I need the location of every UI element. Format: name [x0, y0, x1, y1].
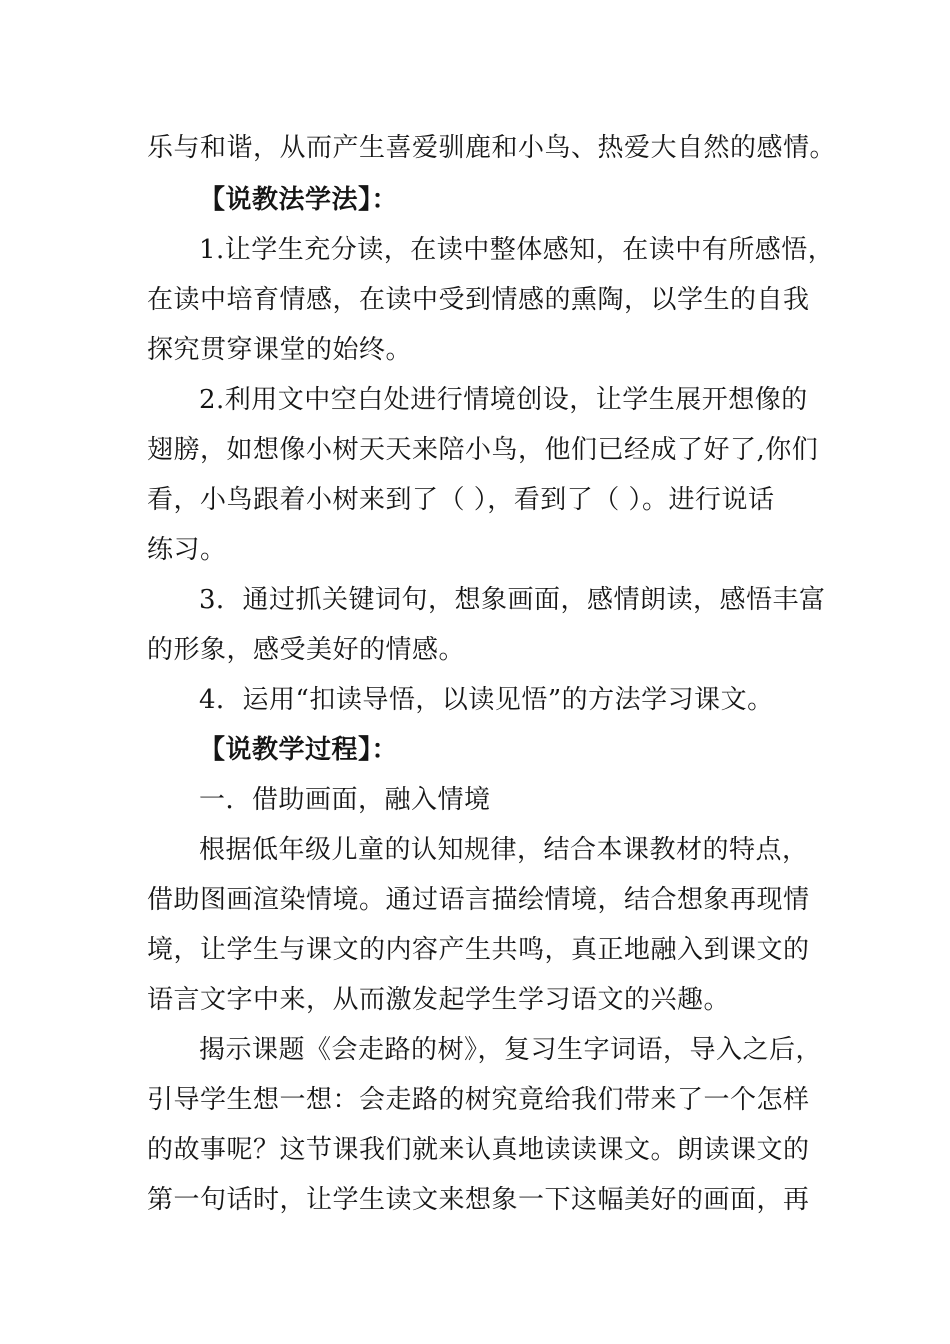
- text-line: 语言文字中来，从而激发起学生学习语文的兴趣。: [147, 985, 731, 1015]
- text-line: 2.利用文中空白处进行情境创设，让学生展开想像的: [199, 385, 808, 415]
- text-line: 探究贯穿课堂的始终。: [147, 335, 413, 365]
- text-line: 的故事呢？这节课我们就来认真地读读课文。朗读课文的: [147, 1135, 810, 1165]
- text-line: 第一句话时，让学生读文来想象一下这幅美好的画面，再: [147, 1185, 810, 1215]
- subsection-heading: 一．借助画面，融入情境: [199, 785, 491, 815]
- text-line: 借助图画渲染情境。通过语言描绘情境，结合想象再现情: [147, 885, 810, 915]
- text-line: 乐与和谐，从而产生喜爱驯鹿和小鸟、热爱大自然的感情。: [147, 133, 837, 163]
- text-line: 境，让学生与课文的内容产生共鸣，真正地融入到课文的: [147, 935, 810, 965]
- text-line: 3．通过抓关键词句，想象画面，感情朗读，感悟丰富: [199, 585, 826, 615]
- text-line: 揭示课题《会走路的树》，复习生字词语，导入之后，: [199, 1035, 823, 1065]
- section-heading: 【说教法学法】：: [199, 185, 399, 215]
- text-line: 引导学生想一想：会走路的树究竟给我们带来了一个怎样: [147, 1085, 810, 1115]
- text-line: 的形象，感受美好的情感。: [147, 635, 466, 665]
- text-line: 翅膀，如想像小树天天来陪小鸟，他们已经成了好了,你们: [147, 435, 819, 465]
- text-line: 在读中培育情感，在读中受到情感的熏陶，以学生的自我: [147, 285, 810, 315]
- text-line: 练习。: [147, 535, 227, 565]
- text-line: 根据低年级儿童的认知规律，结合本课教材的特点，: [199, 835, 809, 865]
- section-heading: 【说教学过程】：: [199, 735, 399, 765]
- text-line: 1.让学生充分读，在读中整体感知，在读中有所感悟，: [199, 235, 835, 265]
- text-line: 4．运用“扣读导悟，以读见悟”的方法学习课文。: [199, 685, 774, 715]
- text-line: 看，小鸟跟着小树来到了（ ），看到了（ ）。进行说话: [147, 485, 775, 515]
